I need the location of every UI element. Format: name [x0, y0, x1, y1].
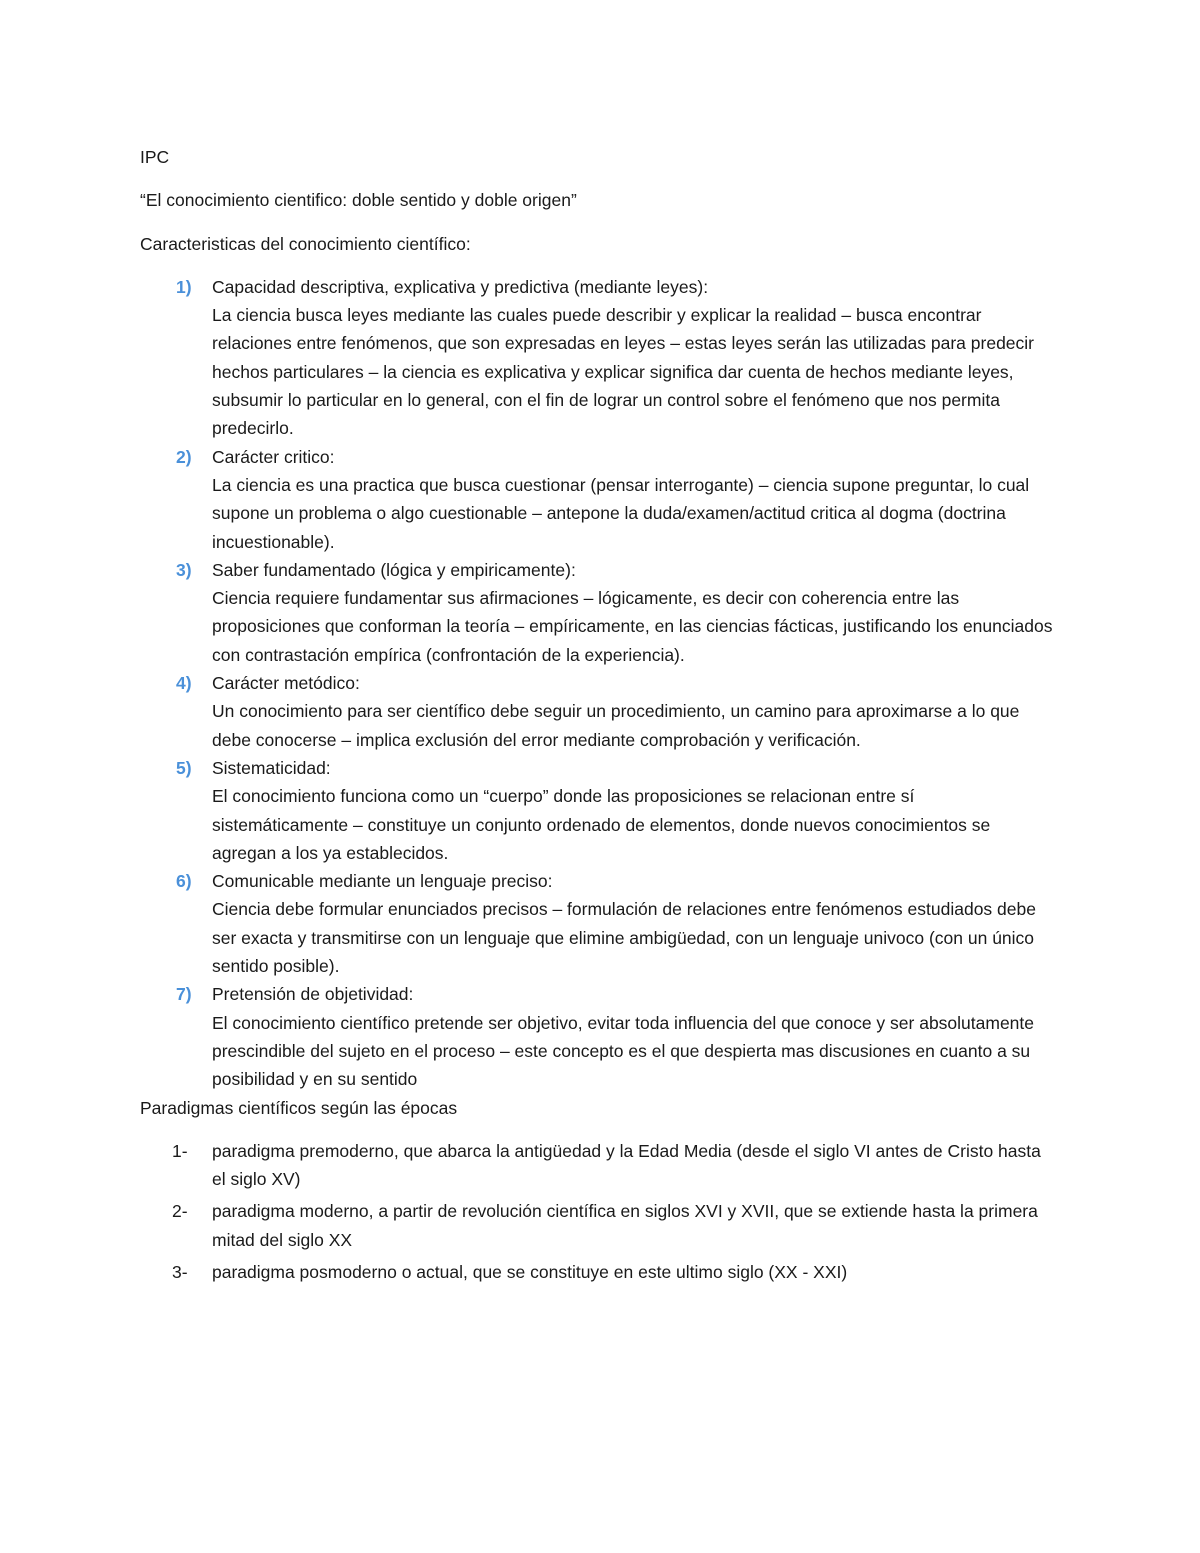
- list-item-heading: Capacidad descriptiva, explicativa y predictiva (mediante leyes):: [212, 276, 709, 297]
- list-item: [140, 556, 1055, 669]
- list-number: 7): [176, 984, 192, 1005]
- list-item-text: paradigma premoderno, que abarca la antigüedad y la Edad Media (desde el siglo VI antes de Cristo hasta el siglo XV): [212, 1140, 1041, 1190]
- list-number: 1-: [172, 1140, 188, 1161]
- list-number: 2): [176, 446, 192, 467]
- list-item-heading: Carácter metódico:: [212, 673, 360, 694]
- list-number: 3-: [172, 1261, 188, 1282]
- list-item-body: La ciencia es una practica que busca cuestionar (pensar interrogante) – ciencia supone preguntar, lo cual supone un problema o algo cuestionable – antepone la duda/examen/actitud critica al dogma (doctrina incuestionable).: [212, 474, 1030, 552]
- list-item: [140, 273, 1055, 443]
- list-number: 6): [176, 871, 192, 892]
- list-item-heading: Comunicable mediante un lenguaje preciso:: [212, 871, 553, 892]
- list-item-heading: Pretensión de objetividad:: [212, 984, 414, 1005]
- list-item-heading: Sistematicidad:: [212, 757, 331, 778]
- course-label: IPC: [140, 147, 170, 167]
- document-title: “El conocimiento cientifico: doble sentido y doble origen”: [140, 190, 577, 211]
- list-item-body: El conocimiento científico pretende ser objetivo, evitar toda influencia del que conoce y ser absolutamente prescindible del sujeto en el proceso – este concepto es el que despierta mas discusiones en cuanto a su posibilidad y en su sentido: [212, 1012, 1035, 1090]
- list-item-body: Ciencia debe formular enunciados precisos – formulación de relaciones entre fenómenos estudiados debe ser exacta y transmitirse con un lenguaje que elimine ambigüedad, con un lenguaje univoco (con un único sentido posible).: [212, 899, 1036, 977]
- section-heading-paradigms: Paradigmas científicos según las épocas: [140, 1097, 458, 1118]
- list-item: [140, 867, 1055, 980]
- list-item: [140, 1197, 1055, 1254]
- list-item-text: paradigma posmoderno o actual, que se constituye en este ultimo siglo (XX - XXI): [212, 1261, 848, 1282]
- characteristics-list: [140, 273, 1055, 1094]
- list-item: [140, 980, 1055, 1093]
- paradigms-list: [140, 1137, 1055, 1286]
- list-number: 3): [176, 559, 192, 580]
- list-item: [140, 1137, 1055, 1194]
- list-item-heading: Saber fundamentado (lógica y empiricamente):: [212, 559, 576, 580]
- list-number: 5): [176, 757, 192, 778]
- list-item-body: La ciencia busca leyes mediante las cuales puede describir y explicar la realidad – busca encontrar relaciones entre fenómenos, que son expresadas en leyes – estas leyes serán las utilizadas para predecir hechos particulares – la ciencia es explicativa y explicar significa dar cuenta de hechos mediante leyes, subsumir lo particular en lo general, con el fin de lograr un control sobre el fenómeno que nos permita predecirlo.: [212, 305, 1035, 439]
- list-item-heading: Carácter critico:: [212, 446, 335, 467]
- list-item-body: Ciencia requiere fundamentar sus afirmaciones – lógicamente, es decir con coherencia entre las proposiciones que conforman la teoría – empíricamente, en las ciencias fácticas, justificando los enunciados con contrastación empírica (confrontación de la experiencia).: [212, 588, 1053, 665]
- list-item: [140, 754, 1055, 867]
- list-item-text: paradigma moderno, a partir de revolución científica en siglos XVI y XVII, que se extiende hasta la primera mitad del siglo XX: [212, 1201, 1038, 1250]
- document-content: [140, 143, 1055, 1290]
- list-item-body: El conocimiento funciona como un “cuerpo” donde las proposiciones se relacionan entre sí sistemáticamente – constituye un conjunto ordenado de elementos, donde nuevos conocimientos se agregan a los ya establecidos.: [212, 786, 991, 863]
- list-number: 2-: [172, 1201, 188, 1222]
- list-number: 1): [176, 276, 192, 297]
- list-number: 4): [176, 673, 192, 694]
- list-item-body: Un conocimiento para ser científico debe seguir un procedimiento, un camino para aproximarse a lo que debe conocerse – implica exclusión del error mediante comprobación y verificación.: [212, 701, 1020, 750]
- list-item: [140, 1258, 1055, 1286]
- list-item: [140, 443, 1055, 556]
- section-heading-characteristics: Caracteristicas del conocimiento científico:: [140, 233, 471, 254]
- list-item: [140, 669, 1055, 754]
